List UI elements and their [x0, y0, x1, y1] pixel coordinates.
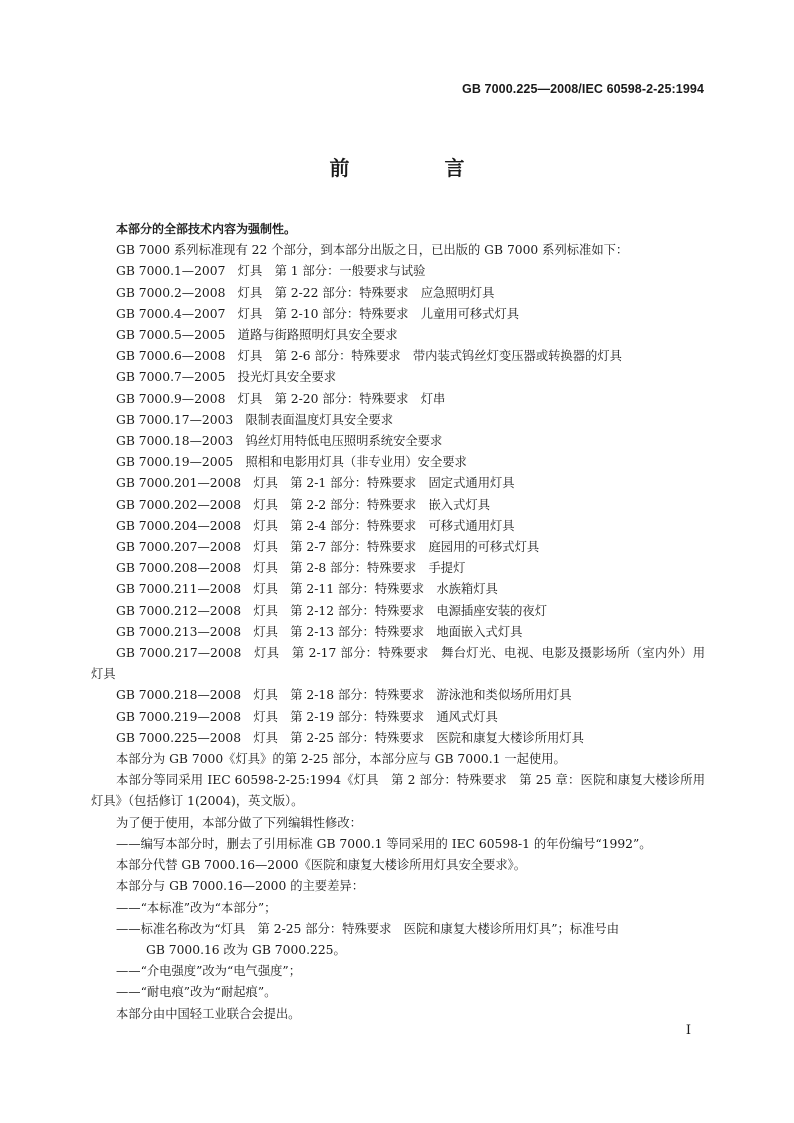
page-number: I [685, 1023, 691, 1038]
standard-list-item: GB 7000.1—2007 灯具 第 1 部分：一般要求与试验 [116, 264, 426, 279]
standard-list-item: GB 7000.202—2008 灯具 第 2-2 部分：特殊要求 嵌入式灯具 [116, 497, 490, 512]
paragraph-proposer: 本部分由中国轻工业联合会提出。 [116, 1006, 301, 1021]
paragraph-replaces: 本部分代替 GB 7000.16—2000《医院和康复大楼诊所用灯具安全要求》。 [116, 858, 527, 873]
dash-item: ——标准名称改为“灯具 第 2-25 部分：特殊要求 医院和康复大楼诊所用灯具”；标准号由 [116, 921, 620, 936]
standard-list-item: GB 7000.4—2007 灯具 第 2-10 部分：特殊要求 儿童用可移式灯具 [116, 306, 520, 321]
paragraph-part-relation: 本部分为 GB 7000《灯具》的第 2-25 部分，本部分应与 GB 7000.1 一起使用。 [116, 752, 566, 767]
standard-list-item: GB 7000.2—2008 灯具 第 2-22 部分：特殊要求 应急照明灯具 [116, 285, 495, 300]
paragraph-series-intro: GB 7000 系列标准现有 22 个部分，到本部分出版之日，已出版的 GB 7000 系列标准如下： [116, 243, 629, 258]
standard-list-item: GB 7000.217—2008 灯具 第 2-17 部分：特殊要求 舞台灯光、电视、电影及摄影场所（室内外）用灯具 [91, 646, 705, 682]
dash-item: ——编写本部分时，删去了引用标准 GB 7000.1 等同采用的 IEC 60598-1 的年份编号“1992”。 [116, 836, 652, 851]
standard-list-item: GB 7000.213—2008 灯具 第 2-13 部分：特殊要求 地面嵌入式灯具 [116, 624, 523, 639]
mandatory-statement: 本部分的全部技术内容为强制性。 [116, 222, 297, 236]
standard-number-header: GB 7000.225—2008/IEC 60598-2-25:1994 [462, 82, 704, 96]
standard-list-item: GB 7000.18—2003 钨丝灯用特低电压照明系统安全要求 [116, 434, 443, 449]
paragraph-editorial-intro: 为了便于使用，本部分做了下列编辑性修改： [116, 815, 362, 830]
paragraph-iec-adoption: 本部分等同采用 IEC 60598-2-25:1994《灯具 第 2 部分：特殊要求 第 25 章：医院和康复大楼诊所用灯具》（包括修订 1(2004)，英文版）。 [91, 773, 705, 809]
dash-item: ——“介电强度”改为“电气强度”； [116, 964, 302, 979]
standard-list-item: GB 7000.207—2008 灯具 第 2-7 部分：特殊要求 庭园用的可移式灯具 [116, 540, 540, 555]
standard-list-item: GB 7000.211—2008 灯具 第 2-11 部分：特殊要求 水族箱灯具 [116, 582, 498, 597]
standard-list-item: GB 7000.212—2008 灯具 第 2-12 部分：特殊要求 电源插座安装的夜灯 [116, 603, 548, 618]
standard-list-item: GB 7000.219—2008 灯具 第 2-19 部分：特殊要求 通风式灯具 [116, 709, 498, 724]
standard-list-item: GB 7000.9—2008 灯具 第 2-20 部分：特殊要求 灯串 [116, 391, 446, 406]
standard-list-item: GB 7000.7—2005 投光灯具安全要求 [116, 370, 337, 385]
dash-item: ——“本标准”改为“本部分”； [116, 900, 277, 915]
standard-list-item: GB 7000.201—2008 灯具 第 2-1 部分：特殊要求 固定式通用灯具 [116, 476, 515, 491]
page-title: 前 言 [329, 156, 509, 180]
standard-list-item: GB 7000.225—2008 灯具 第 2-25 部分：特殊要求 医院和康复大楼诊所用灯具 [116, 730, 584, 745]
standard-list-item: GB 7000.208—2008 灯具 第 2-8 部分：特殊要求 手提灯 [116, 561, 466, 576]
standard-list-item: GB 7000.204—2008 灯具 第 2-4 部分：特殊要求 可移式通用灯具 [116, 518, 515, 533]
standard-list-item: GB 7000.218—2008 灯具 第 2-18 部分：特殊要求 游泳池和类似场所用灯具 [116, 688, 572, 703]
foreword-body [91, 219, 705, 1025]
standard-list-item: GB 7000.5—2005 道路与街路照明灯具安全要求 [116, 328, 398, 343]
dash-item-continuation: GB 7000.16 改为 GB 7000.225。 [146, 942, 346, 957]
standard-list-item: GB 7000.17—2003 限制表面温度灯具安全要求 [116, 412, 394, 427]
dash-item: ——“耐电痕”改为“耐起痕”。 [116, 985, 277, 1000]
paragraph-differences-intro: 本部分与 GB 7000.16—2000 的主要差异： [116, 879, 364, 894]
standard-list-item: GB 7000.6—2008 灯具 第 2-6 部分：特殊要求 带内装式钨丝灯变压器或转换器的灯具 [116, 349, 622, 364]
standard-list-item: GB 7000.19—2005 照相和电影用灯具（非专业用）安全要求 [116, 455, 467, 470]
